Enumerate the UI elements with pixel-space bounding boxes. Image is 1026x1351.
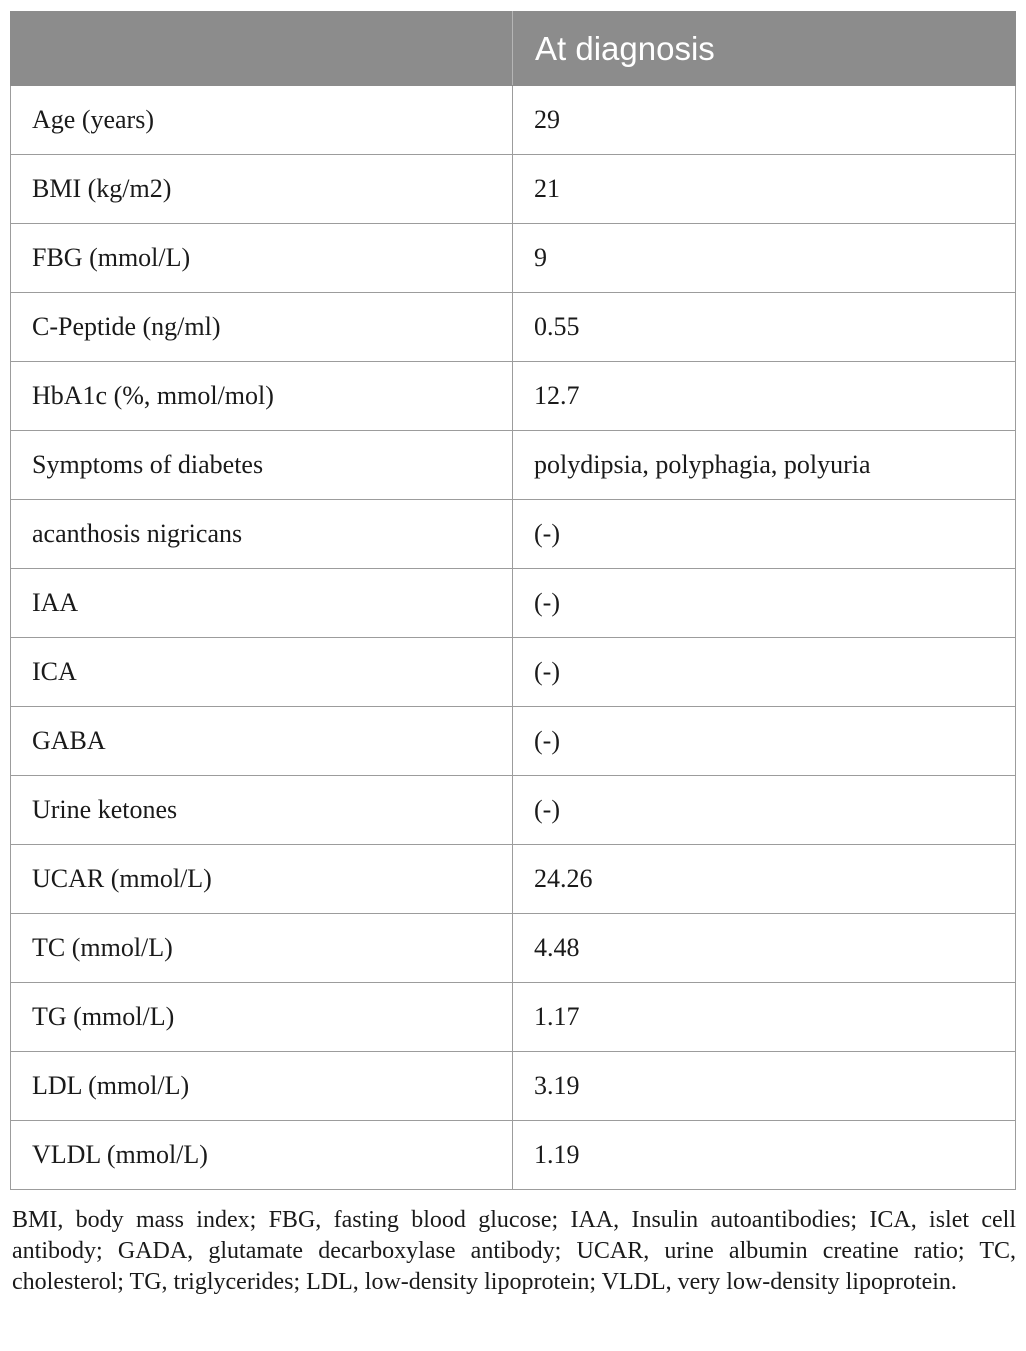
table-row — [11, 707, 1016, 776]
table-header-row — [11, 12, 1016, 86]
row-value: (-) — [513, 638, 1016, 707]
row-value: (-) — [513, 776, 1016, 845]
table-row — [11, 776, 1016, 845]
table-footnote: BMI, body mass index; FBG, fasting blood glucose; IAA, Insulin autoantibodies; ICA, islet cell antibody; GADA, glutamate decarboxylase antibody; UCAR, urine albumin creatine ratio; TC, cholesterol; TG, triglycerides; LDL, low-density lipoprotein; VLDL, very low-density lipoprotein. — [12, 1207, 1016, 1295]
table-row — [11, 983, 1016, 1052]
row-value: (-) — [513, 500, 1016, 569]
row-value: 29 — [513, 86, 1016, 155]
row-label: GABA — [11, 707, 513, 776]
row-value: (-) — [513, 569, 1016, 638]
row-label: UCAR (mmol/L) — [11, 845, 513, 914]
row-label: ICA — [11, 638, 513, 707]
row-label: C-Peptide (ng/ml) — [11, 293, 513, 362]
table-row — [11, 1121, 1016, 1190]
data-table-container — [10, 11, 1015, 1190]
table-row — [11, 155, 1016, 224]
table-row — [11, 1052, 1016, 1121]
row-label: TG (mmol/L) — [11, 983, 513, 1052]
row-value: 1.17 — [513, 983, 1016, 1052]
table-row — [11, 362, 1016, 431]
header-cell-at-diagnosis: At diagnosis — [513, 12, 1016, 86]
row-label: LDL (mmol/L) — [11, 1052, 513, 1121]
row-label: VLDL (mmol/L) — [11, 1121, 513, 1190]
row-label: acanthosis nigricans — [11, 500, 513, 569]
table-row — [11, 86, 1016, 155]
table-row — [11, 431, 1016, 500]
row-value: 3.19 — [513, 1052, 1016, 1121]
row-value: polydipsia, polyphagia, polyuria — [513, 431, 1016, 500]
row-value: 21 — [513, 155, 1016, 224]
row-value: 9 — [513, 224, 1016, 293]
row-label: Symptoms of diabetes — [11, 431, 513, 500]
row-value: 4.48 — [513, 914, 1016, 983]
table-row — [11, 914, 1016, 983]
row-value: 12.7 — [513, 362, 1016, 431]
row-label: BMI (kg/m2) — [11, 155, 513, 224]
row-label: FBG (mmol/L) — [11, 224, 513, 293]
row-label: HbA1c (%, mmol/mol) — [11, 362, 513, 431]
clinical-data-table — [10, 11, 1016, 1190]
table-row — [11, 500, 1016, 569]
row-value: 24.26 — [513, 845, 1016, 914]
header-cell-parameter — [11, 12, 513, 86]
row-value: 1.19 — [513, 1121, 1016, 1190]
row-value: 0.55 — [513, 293, 1016, 362]
table-row — [11, 845, 1016, 914]
table-row — [11, 569, 1016, 638]
row-label: TC (mmol/L) — [11, 914, 513, 983]
table-row — [11, 224, 1016, 293]
row-value: (-) — [513, 707, 1016, 776]
row-label: IAA — [11, 569, 513, 638]
table-row — [11, 638, 1016, 707]
row-label: Age (years) — [11, 86, 513, 155]
table-row — [11, 293, 1016, 362]
row-label: Urine ketones — [11, 776, 513, 845]
